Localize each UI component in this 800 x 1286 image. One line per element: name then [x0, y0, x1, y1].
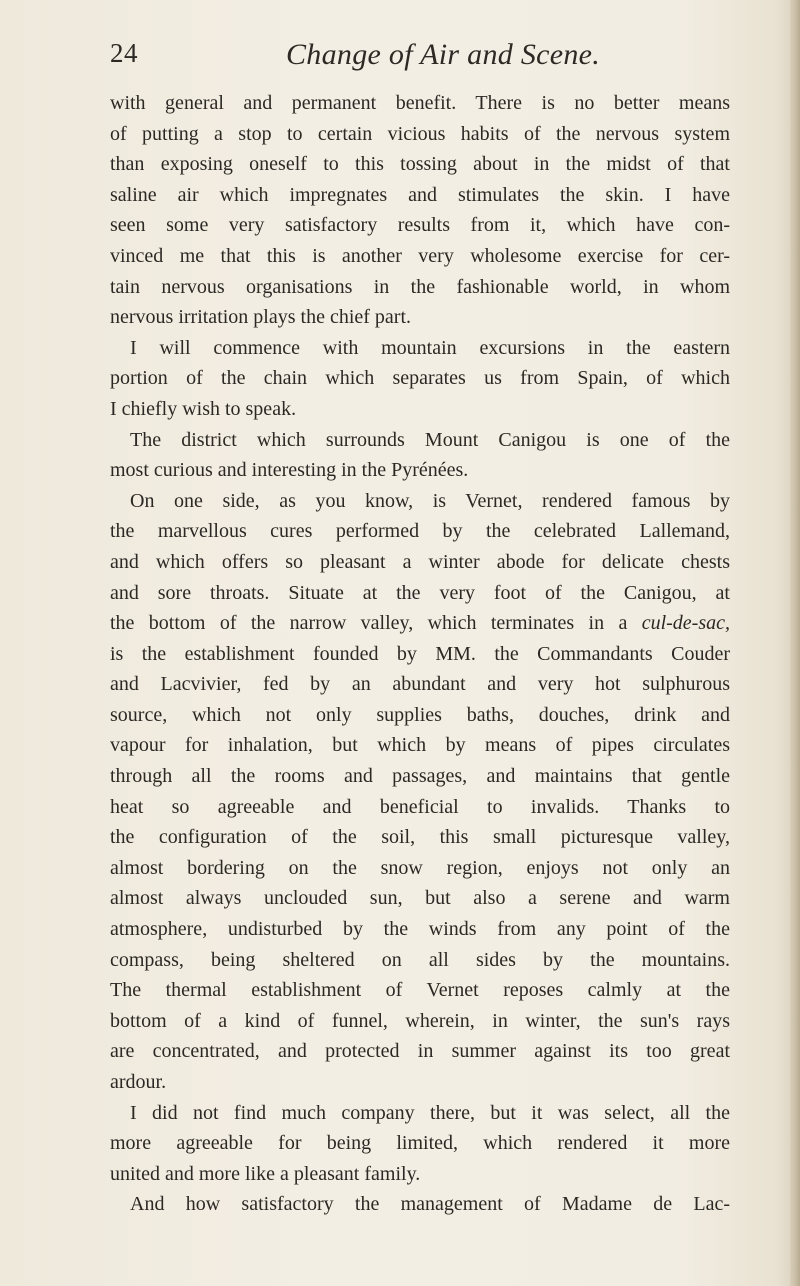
text-line: ardour. [110, 1071, 167, 1093]
text-line: heat so agreeable and beneficial to invalids. Thanks to [110, 795, 730, 818]
italic-phrase: cul-de-sac, [641, 612, 730, 635]
text-line-with-italic [110, 608, 730, 639]
text-line: united and more like a pleasant family. [110, 1162, 421, 1185]
text-line: most curious and interesting in the Pyrénées. [110, 459, 469, 482]
text-line: saline air which impregnates and stimulates the skin. I have [110, 183, 730, 206]
text-line: and which offers so pleasant a winter abode for delicate chests [110, 550, 730, 573]
text-line: the marvellous cures performed by the celebrated Lallemand, [110, 520, 730, 543]
body-text [110, 88, 730, 1220]
text-line: and Lacvivier, fed by an abundant and very hot sulphurous [110, 673, 730, 696]
text-line: I will commence with mountain excursions in the eastern [130, 336, 730, 359]
text-line: vapour for inhalation, but which by means of pipes circulates [110, 734, 730, 757]
text-line: almost bordering on the snow region, enjoys not only an [110, 856, 730, 879]
text-line: than exposing oneself to this tossing about in the midst of that [110, 153, 730, 176]
text-line: source, which not only supplies baths, douches, drink and [110, 703, 730, 726]
running-head: Change of Air and Scene. [286, 38, 601, 71]
text-line: And how satisfactory the management of Madame de Lac- [130, 1193, 730, 1216]
text-line: I did not find much company there, but it was select, all the [130, 1101, 730, 1124]
text-line: more agreeable for being limited, which rendered it more [110, 1132, 730, 1155]
text-line: of putting a stop to certain vicious habits of the nervous system [110, 122, 730, 145]
text-line: through all the rooms and passages, and maintains that gentle [110, 765, 730, 788]
text-line: On one side, as you know, is Vernet, rendered famous by [130, 489, 730, 512]
text-line: are concentrated, and protected in summer against its too great [110, 1040, 730, 1063]
text-line: compass, being sheltered on all sides by the mountains. [110, 948, 730, 971]
text-line: tain nervous organisations in the fashionable world, in whom [110, 275, 730, 298]
text-line: nervous irritation plays the chief part. [110, 306, 412, 329]
text-line: bottom of a kind of funnel, wherein, in winter, the sun's rays [110, 1009, 730, 1032]
text-line: The district which surrounds Mount Canigou is one of the [130, 428, 730, 451]
text-line: vinced me that this is another very wholesome exercise for cer- [110, 244, 730, 267]
text-line: with general and permanent benefit. There is no better means [110, 92, 730, 114]
text-line: the bottom of the narrow valley, which terminates in a [110, 612, 628, 635]
text-line: atmosphere, undisturbed by the winds from any point of the [110, 918, 730, 941]
text-line: The thermal establishment of Vernet reposes calmly at the [110, 979, 730, 1002]
text-line: portion of the chain which separates us from Spain, of which [110, 367, 730, 390]
text-line: seen some very satisfactory results from it, which have con- [110, 214, 730, 237]
page-header [110, 38, 730, 78]
page-number: 24 [110, 38, 138, 68]
text-line: and sore throats. Situate at the very foot of the Canigou, at [110, 581, 730, 604]
page-edge [790, 0, 800, 1286]
text-line: is the establishment founded by MM. the Commandants Couder [110, 642, 730, 665]
text-line: the configuration of the soil, this small picturesque valley, [110, 826, 730, 849]
text-line: almost always unclouded sun, but also a serene and warm [110, 887, 730, 910]
text-line: I chiefly wish to speak. [110, 397, 297, 420]
